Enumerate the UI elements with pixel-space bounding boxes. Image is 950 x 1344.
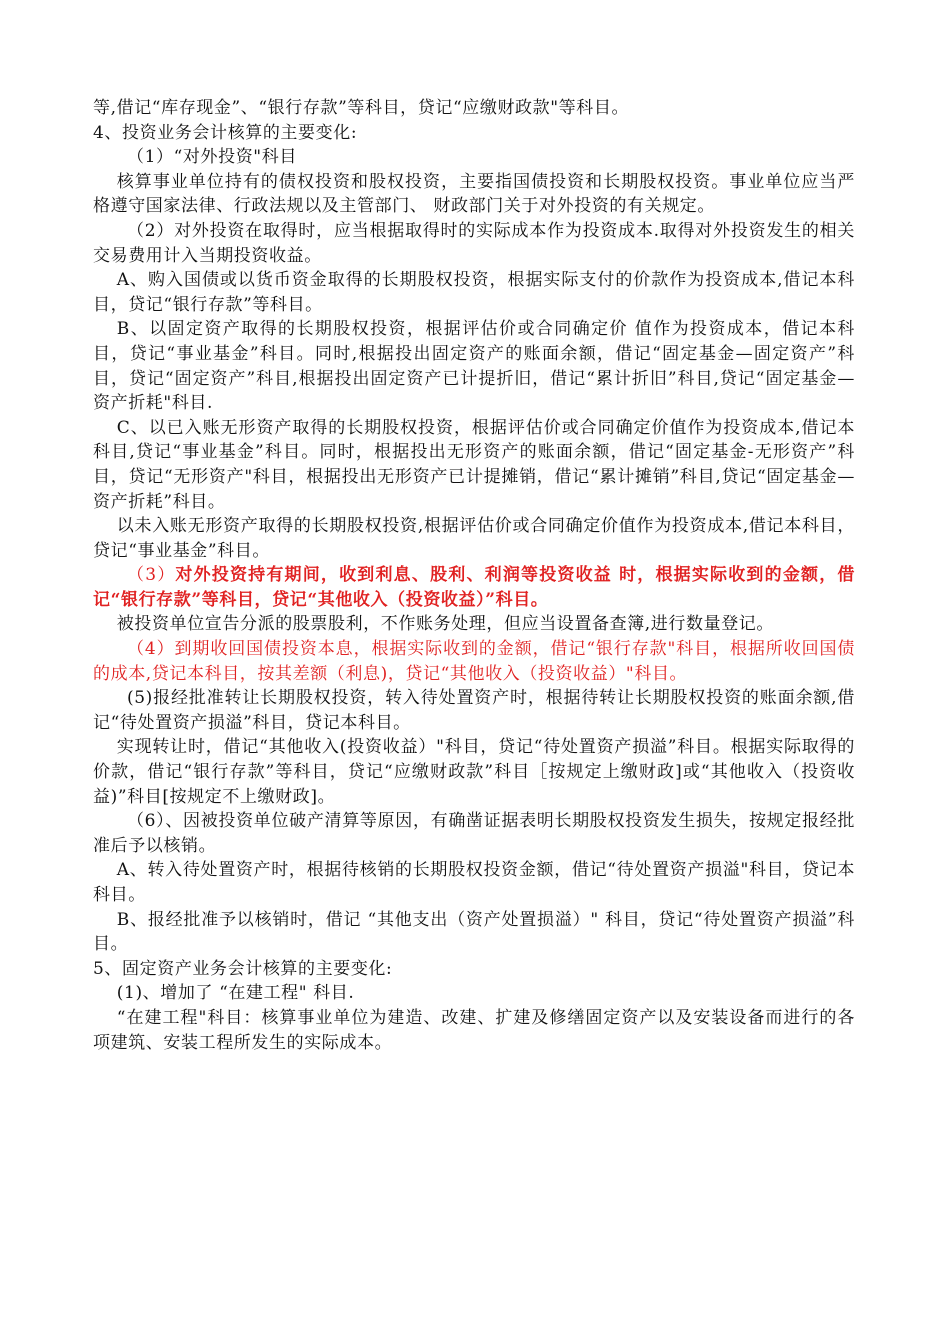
paragraph-8: C、以已入账无形资产取得的长期股权投资，根据评估价或合同确定价值作为投资成本,借记本科目,贷记“事业基金”科目。同时，根据投出无形资产的账面余额，借记“固定基金-无形资产”科目，贷记“无形资产"科目，根据投出无形资产已计提摊销，借记“累计摊销”科目,贷记“固定基金—资产折耗”科目。 <box>93 417 855 512</box>
paragraph-9: 以未入账无形资产取得的长期股权投资,根据评估价或合同确定价值作为投资成本,借记本科目，贷记“事业基金”科目。 <box>93 516 855 561</box>
paragraph-15: （6）、因被投资单位破产清算等原因，有确凿证据表明长期股权投资发生损失，按规定报经批准后予以核销。 <box>93 811 855 856</box>
paragraph-10-number: （3） <box>127 565 176 586</box>
paragraph-3: （1）“对外投资"科目 <box>127 147 297 168</box>
paragraph-14: 实现转让时，借记“其他收入(投资收益）"科目，贷记“待处置资产损溢”科目。根据实际取得的价款，借记“银行存款”等科目，贷记“应缴财政款”科目［按规定上缴财政]或“其他收入（投资收益)”科目[按规定不上缴财政]。 <box>93 737 855 807</box>
paragraph-13: (5)报经批准转让长期股权投资，转入待处置资产时，根据待转让长期股权投资的账面余额,借记“待处置资产损溢”科目，贷记本科目。 <box>93 688 855 733</box>
document-body <box>93 96 855 1055</box>
section-heading-5: 5、固定资产业务会计核算的主要变化: <box>93 958 393 979</box>
paragraph-17: B、报经批准予以核销时，借记 “其他支出（资产处置损溢）" 科目，贷记“待处置资产损溢”科目。 <box>93 909 855 955</box>
paragraph-11: 被投资单位宣告分派的股票股利，不作账务处理，但应当设置备查簿,进行数量登记。 <box>116 614 774 635</box>
paragraph-4: 核算事业单位持有的债权投资和股权投资，主要指国债投资和长期股权投资。事业单位应当严格遵守国家法律、行政法规以及主管部门、 财政部门关于对外投资的有关规定。 <box>93 171 855 217</box>
paragraph-12-highlight: （4）到期收回国债投资本息，根据实际收到的金额，借记“银行存款"科目，根据所收回国债的成本,贷记本科目，按其差额（利息)，贷记“其他收入（投资收益）"科目。 <box>93 639 855 684</box>
paragraph-10-highlight <box>93 563 855 612</box>
paragraph-19: (1)、增加了 “在建工程" 科目. <box>116 983 355 1004</box>
paragraph-10-text: 对外投资持有期间，收到利息、股利、利润等投资收益 时，根据实际收到的金额，借记“银行存款”等科目，贷记“其他收入（投资收益）”科目。 <box>93 565 855 610</box>
paragraph-1: 等,借记“库存现金”、“银行存款”等科目，贷记“应缴财政款"等科目。 <box>93 98 630 118</box>
paragraph-20: “在建工程"科目：核算事业单位为建造、改建、扩建及修缮固定资产以及安装设备而进行的各项建筑、安装工程所发生的实际成本。 <box>93 1007 855 1053</box>
paragraph-7: B、以固定资产取得的长期股权投资，根据评估价或合同确定价 值作为投资成本，借记本科目，贷记“事业基金”科目。同时,根据投出固定资产的账面余额，借记“固定基金—固定资产”科目，贷记“固定资产”科目,根据投出固定资产已计提折旧，借记“累计折旧”科目,贷记“固定基金—资产折耗"科目. <box>93 319 855 414</box>
paragraph-16: A、转入待处置资产时，根据待核销的长期股权投资金额，借记“待处置资产损溢"科目，贷记本科目。 <box>93 860 855 905</box>
paragraph-5: （2）对外投资在取得时，应当根据取得时的实际成本作为投资成本.取得对外投资发生的相关交易费用计入当期投资收益。 <box>93 220 855 266</box>
section-heading-4: 4、投资业务会计核算的主要变化: <box>93 122 358 143</box>
paragraph-6: A、购入国债或以货币资金取得的长期股权投资，根据实际支付的价款作为投资成本,借记本科目，贷记“银行存款”等科目。 <box>93 270 855 315</box>
